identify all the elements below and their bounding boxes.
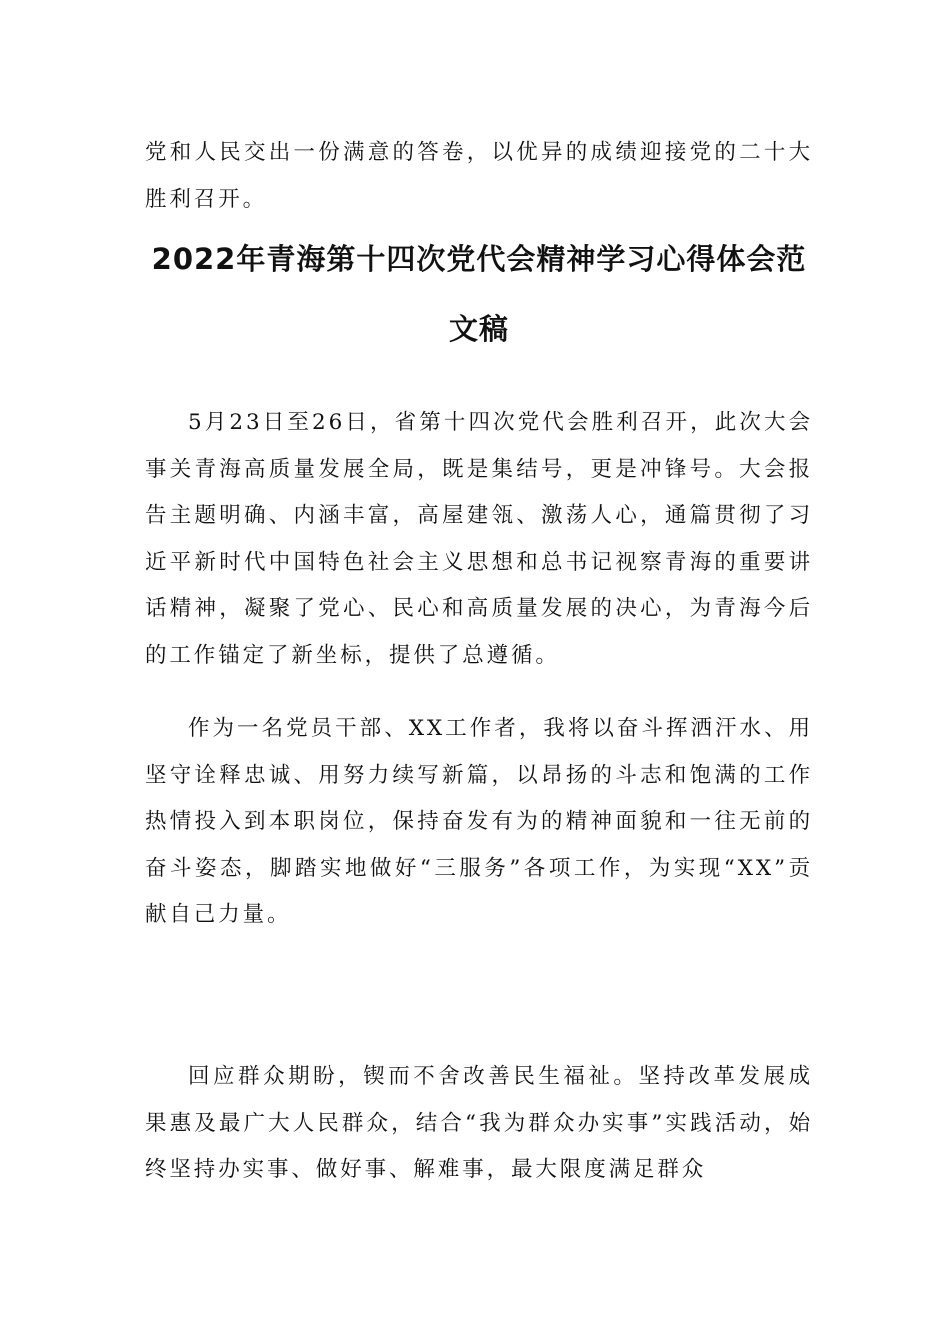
body-paragraph: 5月23日至26日，省第十四次党代会胜利召开，此次大会事关青海高质量发展全局，既是集结号，更是冲锋号。大会报告主题明确、内涵丰富，高屋建瓴、激荡人心，通篇贯彻了习近平新时代中国特色社会主义思想和总书记视察青海的重要讲话精神，凝聚了党心、民心和高质量发展的决心，为青海今后的工作锚定了新坐标，提供了总遵循。 — [145, 410, 813, 668]
body-paragraph: 作为一名党员干部、XX工作者，我将以奋斗挥洒汗水、用坚守诠释忠诚、用努力续写新篇，以昂扬的斗志和饱满的工作热情投入到本职岗位，保持奋发有为的精神面貌和一往无前的奋斗姿态，脚踏实地做好“三服务”各项工作，为实现“XX”贡献自己力量。 — [145, 716, 813, 927]
document-title: 2022年青海第十四次党代会精神学习心得体会范文稿 — [151, 242, 807, 346]
continued-paragraph: 党和人民交出一份满意的答卷，以优异的成绩迎接党的二十大胜利召开。 — [145, 140, 813, 212]
body-paragraph: 回应群众期盼，锲而不舍改善民生福祉。坚持改革发展成果惠及最广大人民群众，结合“我为群众办实事”实践活动，始终坚持办实事、做好事、解难事，最大限度满足群众 — [145, 1064, 813, 1182]
